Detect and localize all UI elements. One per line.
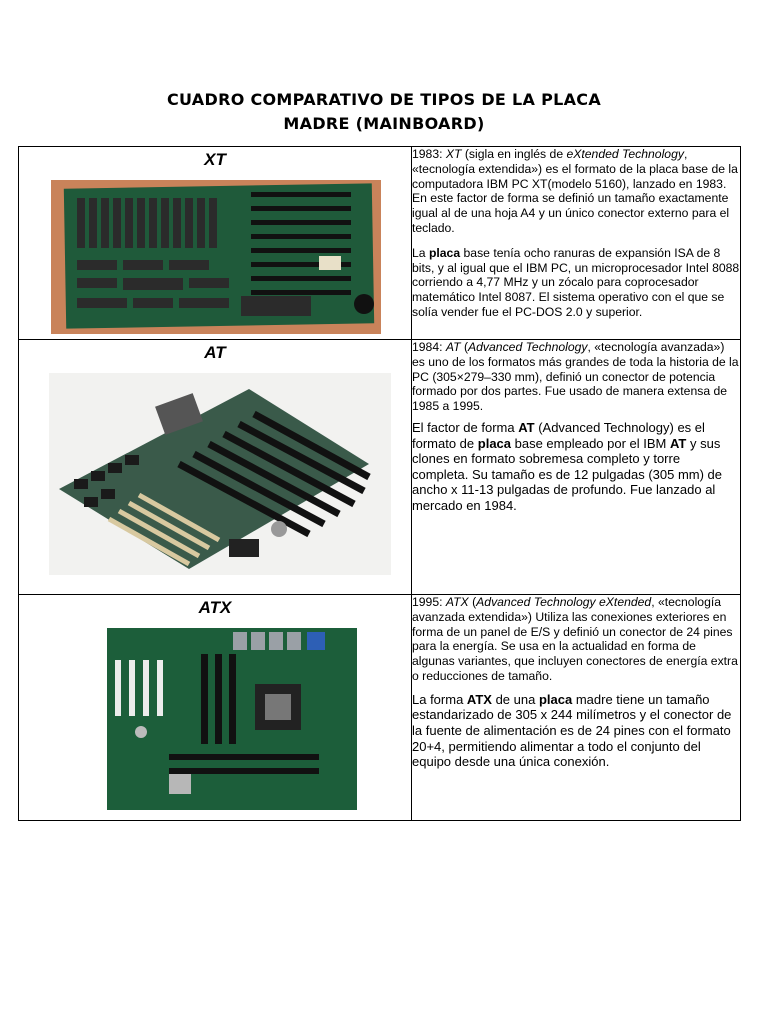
- at-paragraph-1: 1984: AT (Advanced Technology, «tecnología avanzada») es uno de los formatos más grandes de toda la historia de la PC (305×279–330 mm), definió un conector de potencia formado por dos partes. Fue usado de manera extensa de 1985 a 1995.: [412, 340, 739, 414]
- row-title-xt: XT: [204, 150, 226, 169]
- row-title-at: AT: [204, 343, 226, 362]
- document-title: [0, 88, 768, 136]
- comparison-table: [18, 146, 741, 821]
- at-paragraph-2: El factor de forma AT (Advanced Technology) es el formato de placa base empleado por el IBM AT y sus clones en formato sobremesa completo y torre completa. Su tamaño es de 12 pulgadas (305 mm) de ancho x 11-13 pulgadas de profundo. Fue lanzado al mercado en 1984.: [412, 419, 723, 513]
- at-image-cell: [19, 340, 412, 595]
- atx-paragraph-1: 1995: ATX (Advanced Technology eXtended, «tecnología avanzada extendida») Utiliza las conexiones exteriores en forma de un panel de E/S y definió un conector de 24 pines para la energía. Se usa en la actualidad en forma de algunas variantes, que incluyen conectores de energía extra o reducciones de tamaño.: [412, 595, 738, 683]
- xt-paragraph-2: La placa base tenía ocho ranuras de expansión ISA de 8 bits, y al igual que el IBM PC, un microprocesador Intel 8088 corriendo a 4,77 MHz y un zócalo para coprocesador matemático Intel 8087. El sistema operativo con el que se solía vender fue el PC-DOS 2.0 y superior.: [412, 245, 740, 319]
- at-motherboard-photo: [19, 369, 411, 579]
- xt-image-cell: [19, 147, 412, 340]
- atx-paragraph-2: La forma ATX de una placa madre tiene un tamaño estandarizado de 305 x 244 milímetros y el conector de la fuente de alimentación es de 24 pines con el formato 20+4, permitiendo alimentar a todo el conjunto del equipo desde una única conexión.: [412, 691, 732, 770]
- xt-motherboard-photo: [19, 176, 411, 336]
- table-row-at: [19, 340, 741, 595]
- at-text-cell: [412, 340, 741, 595]
- atx-motherboard-photo: [19, 624, 411, 816]
- table-row-xt: [19, 147, 741, 340]
- xt-text-cell: [412, 147, 741, 340]
- atx-text-cell: [412, 595, 741, 821]
- atx-image-cell: [19, 595, 412, 821]
- title-line-2: MADRE (MAINBOARD): [283, 114, 485, 133]
- table-row-atx: [19, 595, 741, 821]
- xt-paragraph-1: 1983: XT (sigla en inglés de eXtended Technology, «tecnología extendida») es el formato de la placa base de la computadora IBM PC XT(modelo 5160), lanzado en 1983. En este factor de forma se definió un tamaño exactamente igual al de una hoja A4 y un único conector externo para el teclado.: [412, 147, 738, 235]
- row-title-atx: ATX: [198, 598, 232, 617]
- title-line-1: CUADRO COMPARATIVO DE TIPOS DE LA PLACA: [166, 90, 602, 109]
